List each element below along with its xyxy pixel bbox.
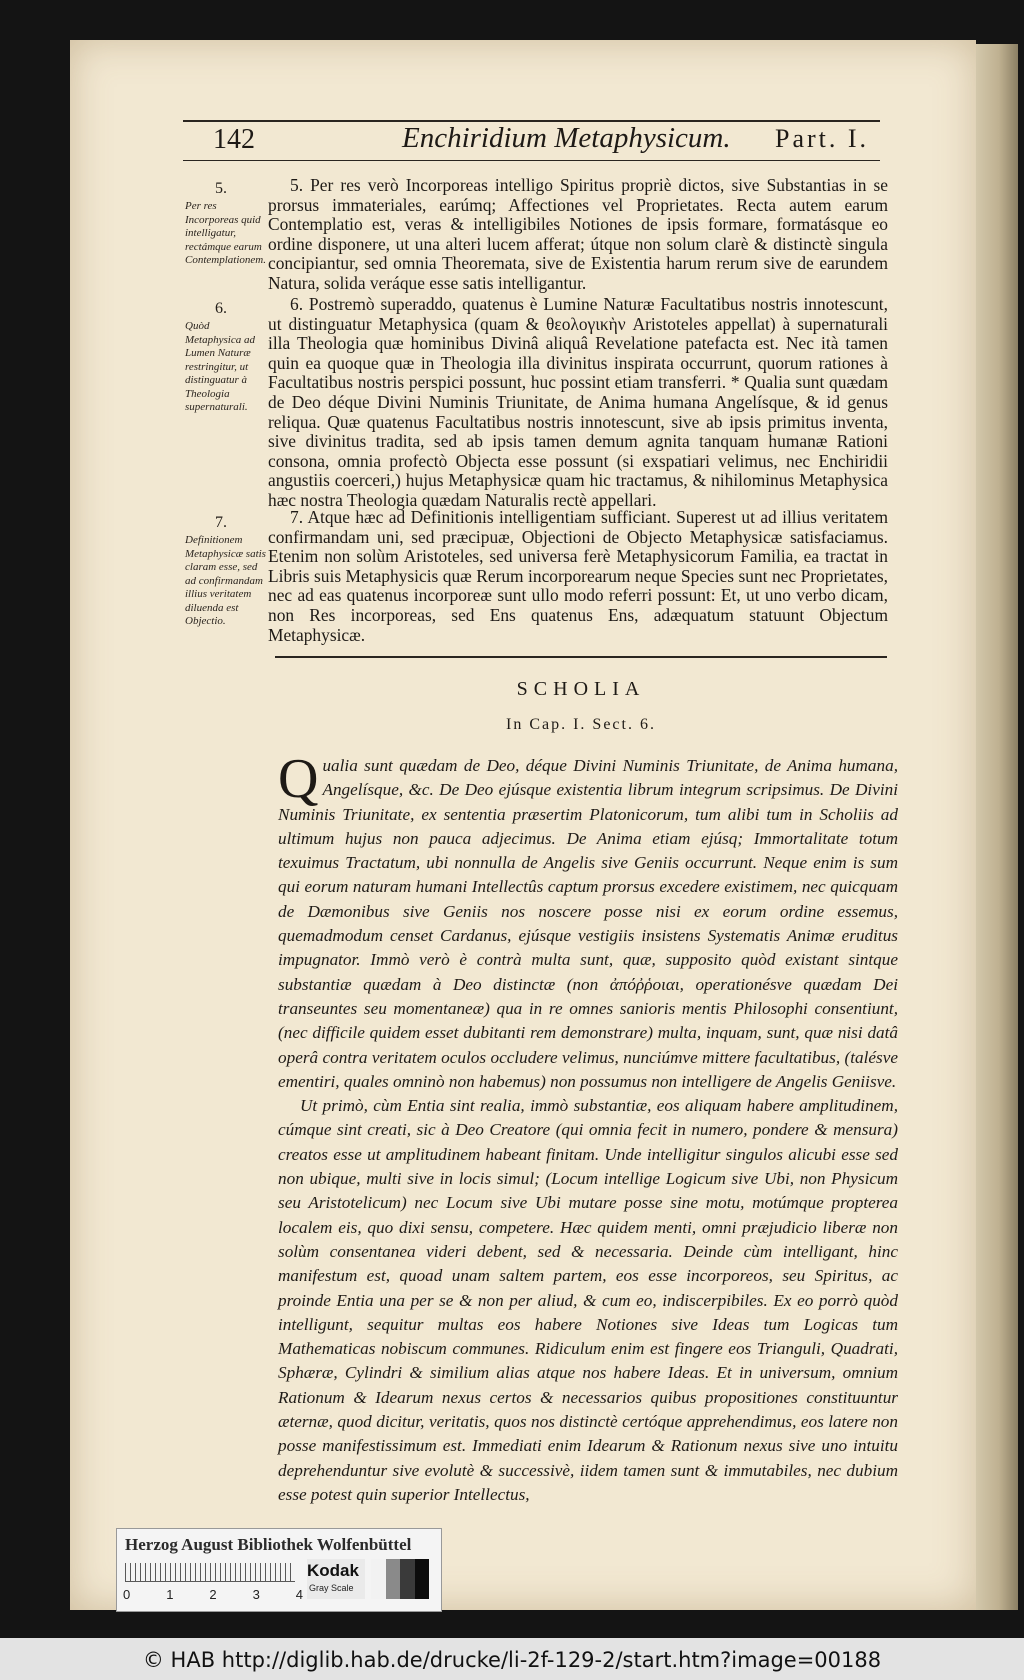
- part-label: Part. I.: [775, 124, 870, 153]
- page-number: 142: [213, 124, 255, 155]
- margin-note: Definitionem Metaphysicæ satis claram esse, sed ad confirmandam illius veritatem diluenda est Objectio.: [185, 534, 266, 627]
- gray-swatch: [415, 1559, 430, 1599]
- ruler-number: 4: [295, 1587, 303, 1602]
- kodak-subtitle: Gray Scale: [309, 1583, 354, 1593]
- header-rule-lower: [183, 160, 880, 161]
- section-text: 7. Atque hæc ad Definitionis intelligentiam sufficiant. Superest ut ad illius veritatem confirmandam uni, sed præcipuæ, Objectioni de Objecto Metaphysicæ satisfaciamus. Etenim non solùm Aristoteles, sed universa ferè Metaphysicorum Familia, ea tractat in Libris suis Metaphysicis quæ Rerum incorporearum neque Species sunt nec Proprietates, nec ad eas quatenus incorporeæ sunt ullo modo referri possunt: Et, ut uno verbo dicam, non Res incorporeas, sed Ens quatenus Ens, adæquatum statuunt Objectum Metaphysicæ.: [268, 507, 888, 645]
- drop-cap: Q: [278, 748, 319, 810]
- ruler-number: 2: [209, 1587, 217, 1602]
- scale-ruler: [125, 1563, 295, 1582]
- copyright-link[interactable]: © HAB http://diglib.hab.de/drucke/li-2f-129-2/start.htm?image=00188: [142, 1648, 882, 1672]
- gray-swatch: [371, 1559, 386, 1599]
- section-rule: [275, 656, 887, 658]
- section-number: 6.: [215, 300, 227, 317]
- margin-note: Per res Incorporeas quid intelligatur, rectámque earum Contemplationem.: [185, 200, 266, 266]
- color-target-card: [116, 1528, 442, 1612]
- gray-scale-swatches: [371, 1559, 429, 1599]
- scholia-body: [278, 748, 898, 1507]
- ruler-number: 3: [252, 1587, 260, 1602]
- section-text: 5. Per res verò Incorporeas intelligo Spiritus propriè dictos, sive Substantias in se prorsus immateriales, earúmq; Affectiones vel Proprietates. Recta autem earum Contemplatio est, veras & intelligibiles Notiones de ipsis formare, formatásque eo ordine disponere, ut una alteri lucem afferat; útque non solum clarè & distinctè singula concipiantur, sed omnia Theoremata, sive de Existentia harum rerum sive de earundem Natura, solida veráque esse satis intelligantur.: [268, 175, 888, 293]
- scholia-subtitle: In Cap. I. Sect. 6.: [506, 716, 656, 733]
- section-text: 6. Postremò superaddo, quatenus è Lumine Naturæ Facultatibus nostris innotescunt, ut distinguatur Metaphysica (quam & θεολογικὴν Aristoteles appellat) à supernaturali illa Theologia quæ hominibus Divinâ aliquâ Revelatione patefacta est. Nec ità tamen quin ea quoque quæ in Theologia illa divinitus inspirata occurrunt, quorum rationes à Facultatibus nostris perspici possunt, huc possint etiam transferri. * Qualia sunt quædam de Deo déque Divini Numinis Triunitate, de Anima humana Angelísque, & id genus reliqua. Quæ quatenus Facultatibus nostris innotescunt, sive ab ipsis primitus inventa, sive divinitus tradita, sed ab ipsis tamen demum agnita tanquam humanæ Rationi consona, omnia profectò Objecta esse possunt (si exspatiari velimus, nec Enchiridii angustiis coerceri,) hujus Metaphysicæ quam hic tractamus, & nihilominus Metaphysica hæc nostra Theologia quædam Naturalis rectè appellari.: [268, 294, 888, 510]
- scholia-title: SCHOLIA: [516, 678, 646, 700]
- running-title: Enchiridium Metaphysicum.: [402, 122, 731, 154]
- facing-page-edge: [970, 44, 1018, 1610]
- ruler-numbers: [123, 1587, 303, 1602]
- margin-note: Quòd Metaphysica ad Lumen Naturæ restringitur, ut distinguatur à Theologia supernaturali.: [185, 320, 255, 413]
- ruler-number: 1: [166, 1587, 174, 1602]
- section-number: 7.: [215, 514, 227, 531]
- ruler-number: 0: [123, 1587, 131, 1602]
- section-number: 5.: [215, 180, 227, 197]
- kodak-brand: Kodak: [307, 1561, 359, 1580]
- library-label: Herzog August Bibliothek Wolfenbüttel: [125, 1535, 412, 1554]
- gray-swatch: [400, 1559, 415, 1599]
- gray-swatch: [386, 1559, 401, 1599]
- scholia-paragraph: ualia sunt quædam de Deo, déque Divini Numinis Triunitate, de Anima humana, Angelísque, &c. De Deo ejúsque existentia librum integrum scripsimus. De Divini Numinis Triunitate, ex sententia præsertim Platonicorum, tum alibi tum in Scholiis ad ultimum hujus non pauca adjecimus. De Anima etiam ejúsq; Immortalitate totum texuimus Tractatum, ubi nonnulla de Angelis sive Geniis occurrunt. Neque enim is sum qui eorum naturam humani Intellectûs captum prorsus excedere existimem, nec quicquam de Dæmonibus sive Geniis nos noscere posse nisi ex eorum ordine essemus, quemadmodum censet Cardanus, ejúsque vestigiis insistens Systematis Animæ eruditus impugnator. Immò verò è contrà multa sunt, quæ, supposito quòd existant sintque substantiæ quædam à Deo distinctæ (non ἀπόῤῥοιαι, operationésve quædam Dei transeuntes seu momentaneæ) qua in re omnes sanioris mentis Philosophi consentiunt, (nec difficile quidem esset dubitanti rem demonstrare) multa, inquam, sunt, quæ nisi datâ operâ contra veritatem oculos occludere velimus, nunciúmve mittere facultatibus, (talésve ementiri, quales omninò non habemus) non possumus non intelligere de Angelis Geniisve.: [278, 756, 898, 1091]
- scholia-paragraph: Ut primò, cùm Entia sint realia, immò substantiæ, eos aliquam habere amplitudinem, cúmque sint creati, sic à Deo Creatore (qui omnia fecit in numero, pondere & mensura) creatos esse ut amplitudinem habeant finitam. Unde intelligitur singulos alicubi esse sed non ubique, multi sive in locis simul; (Locum intellige Logicum sive Ubi, non Physicum seu Aristotelicum) nec Locum sive Ubi mutare posse sine motu, motúmque propterea localem eis, quo dixi sensu, competere. Hæc quidem menti, omni præjudicio liberæ non solùm consentanea videri debent, sed & necessaria. Deinde cùm intelligant, hinc manifestum est, quoad unam saltem partem, eos esse incorporeos, seu Spiritus, ac proinde Entia una per se & non per aliud, & cum eo, indiscerpibiles. Ex eo porrò quòd intelligunt, sequitur multas eos habere Notiones sive Ideas tum Logicas tum Mathematicas nobiscum communes. Ridiculum enim est fingere eos Trianguli, Quadrati, Sphæræ, Cylindri & similium alias atque nos habere Ideas. Et in universum, omnium Rationum & Idearum nexus certos & necessarios quibus propositiones constituuntur æternæ, quod dicitur, veritatis, quos nos distinctè certóque apprehendimus, eos latere non posse manifestissimum est. Immediati enim Idearum & Rationum nexus sive uno intuitu deprehenduntur sive evolutè & successivè, iidem tamen sunt & immutabiles, nec dubium esse potest quin superior Intellectus,: [278, 1096, 898, 1504]
- kodak-logo: [307, 1559, 365, 1599]
